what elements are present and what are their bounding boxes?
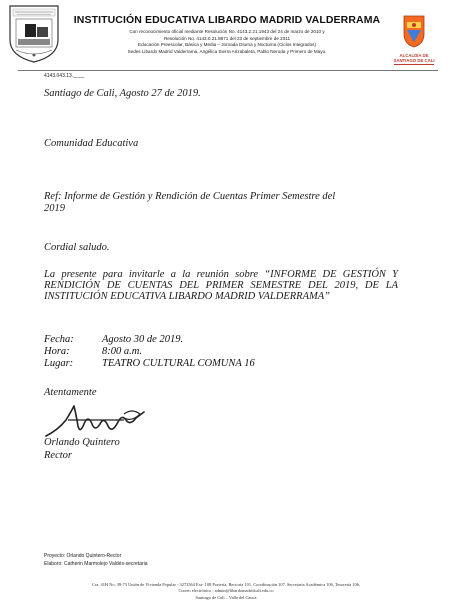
city-date: Santiago de Cali, Agosto 27 de 2019. xyxy=(44,88,201,99)
closing: Atentamente xyxy=(44,387,97,398)
greeting: Cordial saludo. xyxy=(44,242,110,253)
recipient: Comunidad Educativa xyxy=(44,138,139,149)
detail-label: Fecha: xyxy=(44,334,74,345)
detail-value: TEATRO CULTURAL COMUNA 16 xyxy=(102,358,255,369)
city-line: Santiago de Cali – Valle del Cauca xyxy=(195,594,257,600)
signer-name: Orlando Quintero xyxy=(44,437,120,448)
reference-code: 4143.043.13.____ xyxy=(44,73,85,79)
projected-by: Proyecto: Orlando Quintero-Rector xyxy=(44,553,122,559)
resolution-line-2: Resolución No. 4143.0.21.8871 del 23 de septiembre de 2011 xyxy=(163,35,291,41)
alcaldia-name: SANTIAGO DE CALI xyxy=(393,58,435,63)
footer-address xyxy=(22,582,430,601)
city-shield-icon xyxy=(390,14,438,48)
institution-title: INSTITUCIÓN EDUCATIVA LIBARDO MADRID VALDERRAMA xyxy=(73,14,381,26)
detail-row-place xyxy=(44,358,255,370)
school-crest-logo xyxy=(4,4,64,64)
event-details xyxy=(44,334,255,370)
prepared-by: Elaboro: Catherin Marmolejo Valdés-secretaria xyxy=(44,560,148,567)
header-divider xyxy=(18,70,438,71)
reference-subject xyxy=(44,191,400,215)
letterhead xyxy=(0,0,452,70)
education-levels-line: Educación Preescolar, Básica y Media – Jornada Diurna y Nocturna (Ciclos Integrados) xyxy=(138,42,316,48)
detail-row-date xyxy=(44,334,255,346)
detail-label: Hora: xyxy=(44,346,70,357)
detail-value: 8:00 a.m. xyxy=(102,346,142,357)
signer-role: Rector xyxy=(44,450,72,461)
alcaldia-rule xyxy=(394,64,434,65)
detail-value: Agosto 30 de 2019. xyxy=(102,334,184,345)
detail-label: Lugar: xyxy=(44,358,74,369)
reference-subject-line-1: Ref: Informe de Gestión y Rendición de Cuentas Primer Semestre del xyxy=(44,191,336,202)
alcaldia-logo xyxy=(390,14,438,70)
letter-body: La presente para invitarle a la reunión sobre “INFORME DE GESTIÓN Y RENDICIÓN DE CUENTAS DEL PRIMER SEMESTRE DEL 2019, DE LA INSTITUCIÓN EDUCATIVA LIBARDO MADRID VALDERRAMA” xyxy=(44,269,398,303)
prepared-by-block xyxy=(44,553,148,568)
resolution-line-1: Con reconocimiento oficial mediante Resolución No. 4143.2.21.1943 del 24 de marzo de 2010 y xyxy=(129,29,325,34)
email-line: Correo electrónico : admin@libardomadridcali.edu.co xyxy=(178,588,274,594)
reference-subject-line-2: 2019 xyxy=(44,203,65,214)
address-line-1: Cra. 41H No. 39-73 Unión de Vivienda Popular - 3273564 Ext- 108 Portería, Rectoría 101, Coordinación 107, Secretaria Académica 106, Tesorería 106, xyxy=(91,582,360,587)
campuses-line: Sedes Libardo Madrid Valderrama, Angélica Sierra Arizabaleta, Pablo Neruda y Primero de Mayo. xyxy=(127,48,327,54)
alcaldia-caption: ALCALDÍA DE xyxy=(399,53,429,58)
detail-row-time xyxy=(44,346,255,358)
